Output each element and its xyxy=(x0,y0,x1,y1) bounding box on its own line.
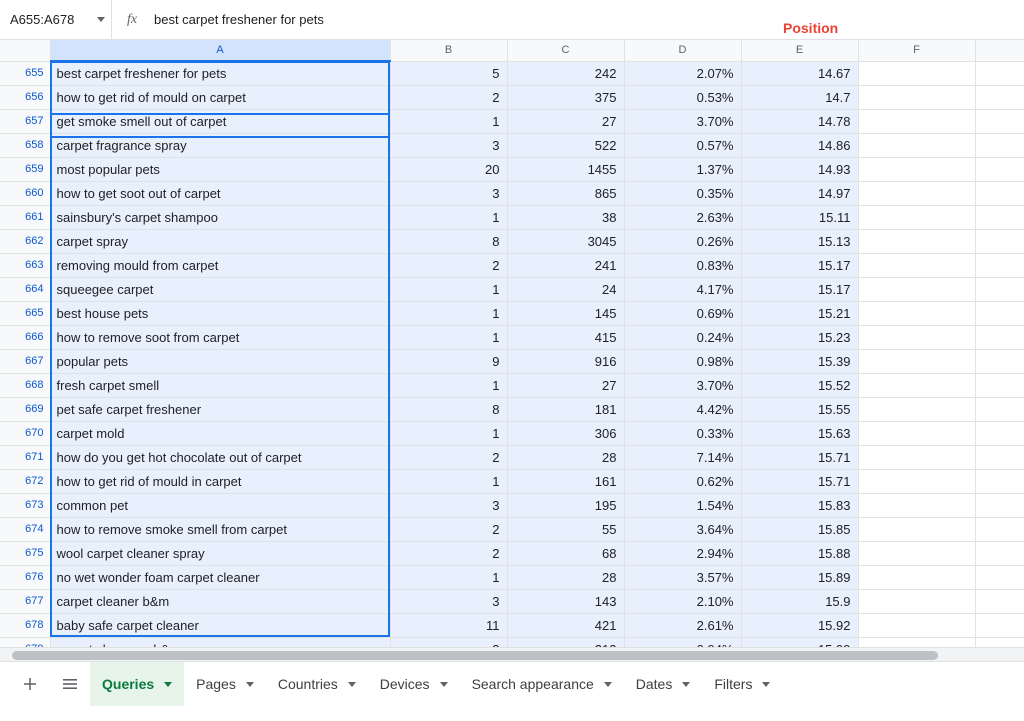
cell-impressions[interactable]: 865 xyxy=(507,181,624,205)
cell-ctr[interactable]: 0.53% xyxy=(624,85,741,109)
cell-empty[interactable] xyxy=(975,445,1024,469)
cell-empty[interactable] xyxy=(975,589,1024,613)
cell-clicks[interactable]: 5 xyxy=(390,61,507,85)
cell-empty[interactable] xyxy=(858,445,975,469)
cell-empty[interactable] xyxy=(975,469,1024,493)
cell-ctr[interactable]: 2.63% xyxy=(624,205,741,229)
cell-position[interactable]: 15.88 xyxy=(741,541,858,565)
cell-empty[interactable] xyxy=(858,541,975,565)
cell-clicks[interactable]: 2 xyxy=(390,85,507,109)
cell-empty[interactable] xyxy=(975,517,1024,541)
cell-clicks[interactable]: 1 xyxy=(390,373,507,397)
row-header[interactable]: 669 xyxy=(0,397,50,421)
cell-empty[interactable] xyxy=(858,397,975,421)
cell-ctr[interactable]: 0.24% xyxy=(624,325,741,349)
cell-clicks[interactable]: 3 xyxy=(390,133,507,157)
cell-clicks[interactable]: 3 xyxy=(390,493,507,517)
cell-query[interactable]: how to get soot out of carpet xyxy=(50,181,390,205)
cell-query[interactable]: how to get rid of mould in carpet xyxy=(50,469,390,493)
cell-empty[interactable] xyxy=(858,325,975,349)
row-header[interactable]: 665 xyxy=(0,301,50,325)
cell-empty[interactable] xyxy=(858,61,975,85)
cell-query[interactable]: how do you get hot chocolate out of carpet xyxy=(50,445,390,469)
row-header[interactable]: 655 xyxy=(0,61,50,85)
cell-empty[interactable] xyxy=(975,301,1024,325)
cell-empty[interactable] xyxy=(858,277,975,301)
table-row xyxy=(0,565,1024,589)
cell-position[interactable]: 15.52 xyxy=(741,373,858,397)
cell-position[interactable]: 15.92 xyxy=(741,613,858,637)
sheet-tab-label: Devices xyxy=(379,676,430,692)
row-header[interactable]: 657 xyxy=(0,109,50,133)
cell-ctr[interactable]: 0.35% xyxy=(624,181,741,205)
table-row xyxy=(0,397,1024,421)
grid-area xyxy=(0,40,1024,661)
cell-ctr[interactable]: 3.70% xyxy=(624,373,741,397)
cell-clicks[interactable]: 1 xyxy=(390,301,507,325)
cell-position[interactable]: 14.93 xyxy=(741,157,858,181)
cell-query[interactable]: carpet cleaner b&m xyxy=(50,589,390,613)
cell-impressions[interactable]: 28 xyxy=(507,565,624,589)
cell-impressions[interactable]: 1455 xyxy=(507,157,624,181)
name-box[interactable] xyxy=(0,0,112,40)
sheet-tab-queries[interactable] xyxy=(90,662,184,707)
row-header[interactable]: 670 xyxy=(0,421,50,445)
cell-position[interactable]: 15.71 xyxy=(741,445,858,469)
row-header[interactable]: 667 xyxy=(0,349,50,373)
cell-empty[interactable] xyxy=(975,181,1024,205)
cell-ctr[interactable]: 3.57% xyxy=(624,565,741,589)
cell-position[interactable]: 15.9 xyxy=(741,589,858,613)
cell-impressions[interactable]: 181 xyxy=(507,397,624,421)
table-row xyxy=(0,373,1024,397)
cell-query[interactable]: pet safe carpet freshener xyxy=(50,397,390,421)
cell-impressions[interactable]: 421 xyxy=(507,613,624,637)
cell-ctr[interactable]: 0.57% xyxy=(624,133,741,157)
cell-query[interactable]: carpet spray xyxy=(50,229,390,253)
cell-impressions[interactable]: 522 xyxy=(507,133,624,157)
cell-ctr[interactable]: 2.61% xyxy=(624,613,741,637)
column-header-f[interactable]: F xyxy=(858,40,975,61)
cell-query[interactable]: removing mould from carpet xyxy=(50,253,390,277)
cell-query[interactable]: best house pets xyxy=(50,301,390,325)
column-header-a[interactable]: A xyxy=(50,40,390,61)
sheet-tab-pages[interactable] xyxy=(184,662,266,707)
cell-impressions[interactable]: 28 xyxy=(507,445,624,469)
cell-empty[interactable] xyxy=(858,133,975,157)
cell-position[interactable]: 14.86 xyxy=(741,133,858,157)
column-header-b[interactable]: B xyxy=(390,40,507,61)
cell-empty[interactable] xyxy=(975,277,1024,301)
cell-impressions[interactable]: 27 xyxy=(507,109,624,133)
cell-query[interactable]: popular pets xyxy=(50,349,390,373)
cell-empty[interactable] xyxy=(975,229,1024,253)
cell-query[interactable]: most popular pets xyxy=(50,157,390,181)
sheet-tab-dates[interactable] xyxy=(624,662,703,707)
table-row xyxy=(0,277,1024,301)
sheet-tab-label: Dates xyxy=(635,676,673,692)
column-header-g[interactable] xyxy=(975,40,1024,61)
cell-empty[interactable] xyxy=(975,493,1024,517)
cell-query[interactable]: sainsbury's carpet shampoo xyxy=(50,205,390,229)
table-row xyxy=(0,445,1024,469)
column-header-c[interactable]: C xyxy=(507,40,624,61)
row-header[interactable]: 674 xyxy=(0,517,50,541)
cell-impressions[interactable]: 161 xyxy=(507,469,624,493)
cell-ctr[interactable]: 2.10% xyxy=(624,589,741,613)
select-all-corner[interactable] xyxy=(0,40,50,61)
sheet-tab-label: Pages xyxy=(196,676,236,692)
cell-empty[interactable] xyxy=(858,589,975,613)
table-row xyxy=(0,157,1024,181)
table-row xyxy=(0,325,1024,349)
cell-empty[interactable] xyxy=(975,565,1024,589)
cell-impressions[interactable]: 55 xyxy=(507,517,624,541)
row-header[interactable]: 666 xyxy=(0,325,50,349)
cell-position[interactable]: 15.39 xyxy=(741,349,858,373)
cell-query[interactable]: best carpet freshener for pets xyxy=(50,61,390,85)
all-sheets-icon[interactable] xyxy=(50,664,90,704)
cell-position[interactable]: 14.67 xyxy=(741,61,858,85)
cell-position[interactable]: 15.13 xyxy=(741,229,858,253)
cell-impressions[interactable]: 145 xyxy=(507,301,624,325)
cell-ctr[interactable]: 0.62% xyxy=(624,469,741,493)
sheet-tab-devices[interactable] xyxy=(368,662,460,707)
table-row xyxy=(0,613,1024,637)
cell-empty[interactable] xyxy=(975,373,1024,397)
cell-ctr[interactable]: 2.94% xyxy=(624,541,741,565)
cell-clicks[interactable]: 1 xyxy=(390,205,507,229)
sheet-tab-countries[interactable] xyxy=(266,662,368,707)
cell-impressions[interactable]: 143 xyxy=(507,589,624,613)
cell-position[interactable]: 14.97 xyxy=(741,181,858,205)
column-header-d[interactable]: D xyxy=(624,40,741,61)
cell-query[interactable]: baby safe carpet cleaner xyxy=(50,613,390,637)
cell-position[interactable]: 15.71 xyxy=(741,469,858,493)
horizontal-scrollbar[interactable] xyxy=(0,647,1024,661)
cell-clicks[interactable]: 1 xyxy=(390,469,507,493)
cell-ctr[interactable]: 2.07% xyxy=(624,61,741,85)
cell-query[interactable]: carpet mold xyxy=(50,421,390,445)
cell-clicks[interactable]: 3 xyxy=(390,181,507,205)
row-header[interactable]: 673 xyxy=(0,493,50,517)
cell-position[interactable]: 15.21 xyxy=(741,301,858,325)
cell-position[interactable]: 15.83 xyxy=(741,493,858,517)
cell-position[interactable]: 15.63 xyxy=(741,421,858,445)
cell-ctr[interactable]: 7.14% xyxy=(624,445,741,469)
cell-empty[interactable] xyxy=(858,229,975,253)
table-row xyxy=(0,349,1024,373)
chevron-down-icon[interactable] xyxy=(246,682,254,687)
cell-clicks[interactable]: 1 xyxy=(390,325,507,349)
table-row xyxy=(0,469,1024,493)
table-row xyxy=(0,85,1024,109)
cell-clicks[interactable]: 11 xyxy=(390,613,507,637)
horizontal-scrollbar-thumb[interactable] xyxy=(12,651,938,660)
cell-impressions[interactable]: 68 xyxy=(507,541,624,565)
sheet-tabs xyxy=(90,662,782,707)
cell-impressions[interactable]: 375 xyxy=(507,85,624,109)
table-row xyxy=(0,205,1024,229)
cell-clicks[interactable]: 1 xyxy=(390,421,507,445)
table-row xyxy=(0,61,1024,85)
cell-ctr[interactable]: 1.54% xyxy=(624,493,741,517)
sheet-tab-bar xyxy=(0,661,1024,706)
cell-empty[interactable] xyxy=(858,253,975,277)
sheet-tab-filters[interactable] xyxy=(702,662,782,707)
table-row xyxy=(0,421,1024,445)
cell-ctr[interactable]: 4.17% xyxy=(624,277,741,301)
cell-ctr[interactable]: 0.98% xyxy=(624,349,741,373)
sheet-tab-label: Filters xyxy=(714,676,753,692)
spreadsheet-grid xyxy=(0,40,1024,661)
row-header[interactable]: 672 xyxy=(0,469,50,493)
cell-clicks[interactable]: 8 xyxy=(390,397,507,421)
cell-query[interactable]: no wet wonder foam carpet cleaner xyxy=(50,565,390,589)
cell-empty[interactable] xyxy=(975,397,1024,421)
cell-empty[interactable] xyxy=(858,301,975,325)
cell-empty[interactable] xyxy=(975,253,1024,277)
cell-impressions[interactable]: 27 xyxy=(507,373,624,397)
cell-ctr[interactable]: 0.33% xyxy=(624,421,741,445)
table-row xyxy=(0,253,1024,277)
row-header[interactable]: 656 xyxy=(0,85,50,109)
cell-empty[interactable] xyxy=(858,517,975,541)
cell-query[interactable]: squeegee carpet xyxy=(50,277,390,301)
cell-clicks[interactable]: 2 xyxy=(390,253,507,277)
chevron-down-icon[interactable] xyxy=(164,682,172,687)
cell-impressions[interactable]: 242 xyxy=(507,61,624,85)
fx-icon: fx xyxy=(126,11,138,27)
cell-position[interactable]: 15.17 xyxy=(741,253,858,277)
cell-impressions[interactable]: 241 xyxy=(507,253,624,277)
cell-empty[interactable] xyxy=(858,469,975,493)
cell-empty[interactable] xyxy=(975,85,1024,109)
cell-empty[interactable] xyxy=(975,205,1024,229)
table-row xyxy=(0,541,1024,565)
cell-empty[interactable] xyxy=(858,493,975,517)
cell-clicks[interactable]: 2 xyxy=(390,517,507,541)
cell-clicks[interactable]: 9 xyxy=(390,349,507,373)
chevron-down-icon[interactable] xyxy=(348,682,356,687)
row-header[interactable]: 658 xyxy=(0,133,50,157)
name-box-value: A655:A678 xyxy=(10,12,75,27)
row-header[interactable]: 677 xyxy=(0,589,50,613)
column-header-e[interactable]: E xyxy=(741,40,858,61)
chevron-down-icon[interactable] xyxy=(682,682,690,687)
table-row xyxy=(0,109,1024,133)
row-header[interactable]: 664 xyxy=(0,277,50,301)
table-row xyxy=(0,301,1024,325)
cell-clicks[interactable]: 8 xyxy=(390,229,507,253)
sheet-tab-label: Queries xyxy=(102,676,155,692)
cell-empty[interactable] xyxy=(975,325,1024,349)
cell-position[interactable]: 14.78 xyxy=(741,109,858,133)
cell-empty[interactable] xyxy=(975,61,1024,85)
sheet-tab-label: Countries xyxy=(277,676,338,692)
cell-empty[interactable] xyxy=(858,373,975,397)
cell-impressions[interactable]: 195 xyxy=(507,493,624,517)
cell-position[interactable]: 15.17 xyxy=(741,277,858,301)
cell-empty[interactable] xyxy=(858,85,975,109)
table-row xyxy=(0,133,1024,157)
add-sheet-icon[interactable] xyxy=(10,664,50,704)
cell-query[interactable]: how to remove soot from carpet xyxy=(50,325,390,349)
cell-ctr[interactable]: 1.37% xyxy=(624,157,741,181)
sheet-tab-label: Search appearance xyxy=(471,676,594,692)
position-annotation: Position xyxy=(783,20,839,36)
cell-empty[interactable] xyxy=(975,541,1024,565)
chevron-down-icon[interactable] xyxy=(604,682,612,687)
row-header[interactable]: 668 xyxy=(0,373,50,397)
cell-impressions[interactable]: 306 xyxy=(507,421,624,445)
cell-ctr[interactable]: 0.26% xyxy=(624,229,741,253)
cell-empty[interactable] xyxy=(858,349,975,373)
column-header-row xyxy=(0,40,1024,61)
cell-impressions[interactable]: 916 xyxy=(507,349,624,373)
cell-clicks[interactable]: 3 xyxy=(390,589,507,613)
table-row xyxy=(0,517,1024,541)
cell-query[interactable]: carpet fragrance spray xyxy=(50,133,390,157)
row-header[interactable]: 659 xyxy=(0,157,50,181)
chevron-down-icon[interactable] xyxy=(440,682,448,687)
cell-position[interactable]: 14.7 xyxy=(741,85,858,109)
row-header[interactable]: 660 xyxy=(0,181,50,205)
row-header[interactable]: 663 xyxy=(0,253,50,277)
cell-impressions[interactable]: 415 xyxy=(507,325,624,349)
cell-impressions[interactable]: 3045 xyxy=(507,229,624,253)
row-header[interactable]: 671 xyxy=(0,445,50,469)
cell-clicks[interactable]: 20 xyxy=(390,157,507,181)
cell-empty[interactable] xyxy=(975,421,1024,445)
row-header[interactable]: 675 xyxy=(0,541,50,565)
cell-clicks[interactable]: 1 xyxy=(390,109,507,133)
chevron-down-icon[interactable] xyxy=(762,682,770,687)
table-row xyxy=(0,589,1024,613)
cell-position[interactable]: 15.11 xyxy=(741,205,858,229)
cell-empty[interactable] xyxy=(858,109,975,133)
table-row xyxy=(0,181,1024,205)
cell-ctr[interactable]: 4.42% xyxy=(624,397,741,421)
cell-query[interactable]: how to remove smoke smell from carpet xyxy=(50,517,390,541)
cell-clicks[interactable]: 2 xyxy=(390,541,507,565)
cell-empty[interactable] xyxy=(858,565,975,589)
cell-clicks[interactable]: 1 xyxy=(390,277,507,301)
table-row xyxy=(0,229,1024,253)
cell-empty[interactable] xyxy=(975,349,1024,373)
formula-input[interactable]: best carpet freshener for pets xyxy=(154,12,324,27)
cell-position[interactable]: 15.85 xyxy=(741,517,858,541)
cell-clicks[interactable]: 2 xyxy=(390,445,507,469)
cell-empty[interactable] xyxy=(858,181,975,205)
cell-ctr[interactable]: 0.69% xyxy=(624,301,741,325)
cell-clicks[interactable]: 1 xyxy=(390,565,507,589)
grid-body xyxy=(0,61,1024,661)
cell-empty[interactable] xyxy=(858,421,975,445)
row-header[interactable]: 661 xyxy=(0,205,50,229)
cell-position[interactable]: 15.23 xyxy=(741,325,858,349)
cell-query[interactable]: fresh carpet smell xyxy=(50,373,390,397)
table-row xyxy=(0,493,1024,517)
cell-empty[interactable] xyxy=(858,205,975,229)
cell-query[interactable]: get smoke smell out of carpet xyxy=(50,109,390,133)
formula-bar xyxy=(0,0,1024,40)
cell-query[interactable]: wool carpet cleaner spray xyxy=(50,541,390,565)
cell-impressions[interactable]: 24 xyxy=(507,277,624,301)
cell-query[interactable]: common pet xyxy=(50,493,390,517)
row-header[interactable]: 662 xyxy=(0,229,50,253)
cell-position[interactable]: 15.89 xyxy=(741,565,858,589)
cell-empty[interactable] xyxy=(975,109,1024,133)
row-header[interactable]: 678 xyxy=(0,613,50,637)
cell-empty[interactable] xyxy=(975,613,1024,637)
cell-empty[interactable] xyxy=(975,157,1024,181)
cell-impressions[interactable]: 38 xyxy=(507,205,624,229)
cell-ctr[interactable]: 3.64% xyxy=(624,517,741,541)
row-header[interactable]: 676 xyxy=(0,565,50,589)
cell-empty[interactable] xyxy=(858,157,975,181)
cell-empty[interactable] xyxy=(975,133,1024,157)
cell-empty[interactable] xyxy=(858,613,975,637)
cell-query[interactable]: how to get rid of mould on carpet xyxy=(50,85,390,109)
cell-ctr[interactable]: 3.70% xyxy=(624,109,741,133)
cell-ctr[interactable]: 0.83% xyxy=(624,253,741,277)
cell-position[interactable]: 15.55 xyxy=(741,397,858,421)
chevron-down-icon[interactable] xyxy=(97,17,105,22)
sheet-tab-search-appearance[interactable] xyxy=(460,662,624,707)
